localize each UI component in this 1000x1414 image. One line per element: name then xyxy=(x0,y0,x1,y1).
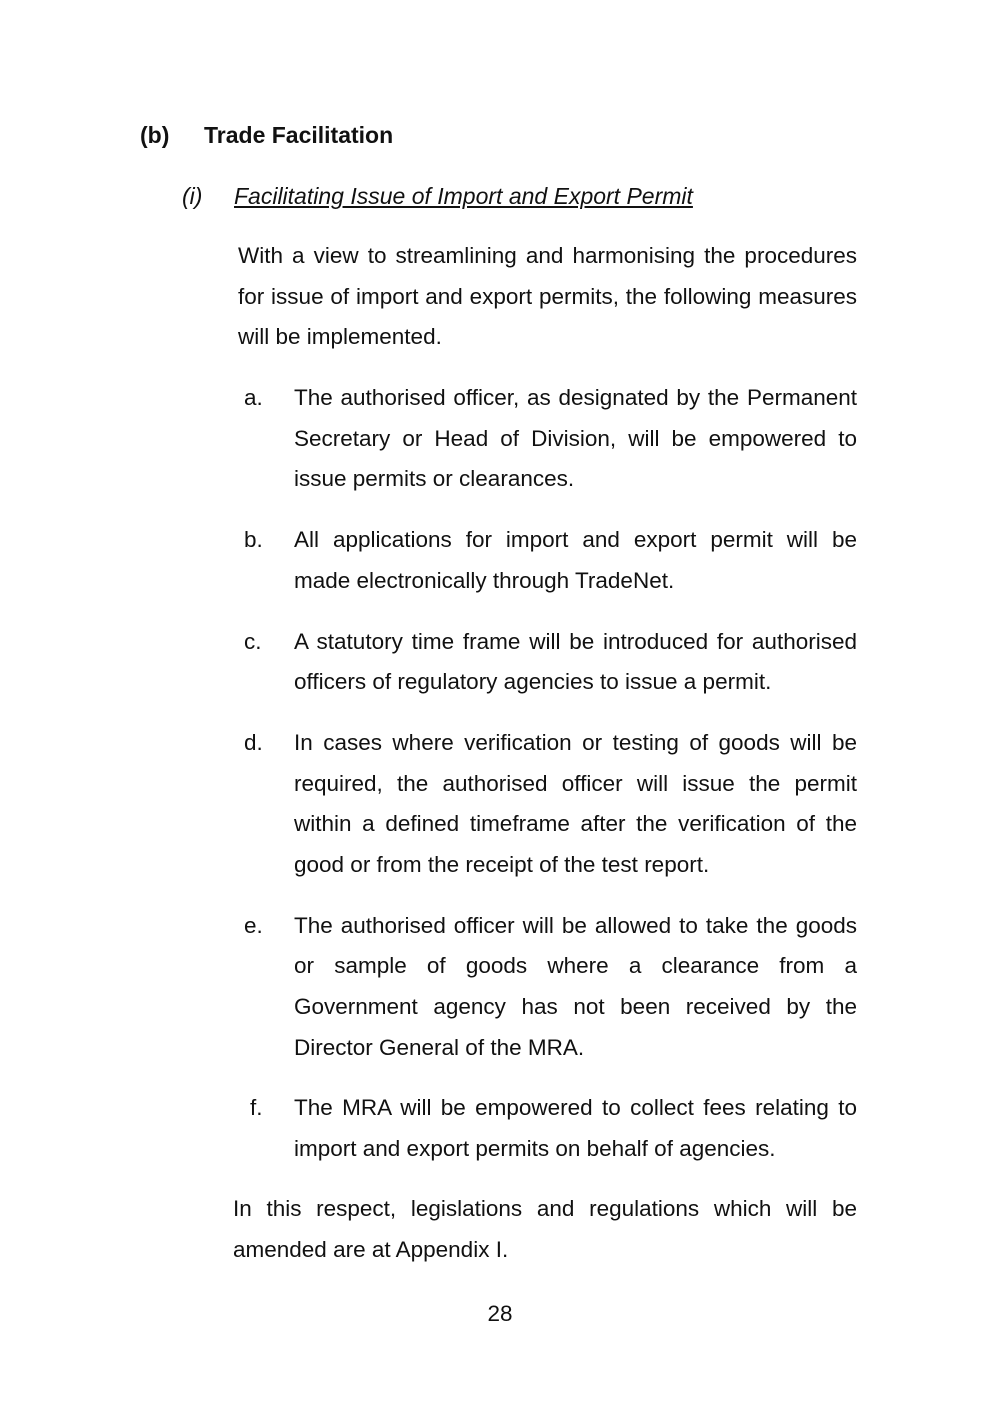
list-item-text: A statutory time frame will be introduced for authorised officers of regulatory agencies to issue a permit. xyxy=(294,628,857,695)
list-item-text: The authorised officer will be allowed to take the goods or sample of goods where a clearance from a Government agency has not been received by the Director General of the MRA. xyxy=(294,912,857,1060)
list-item xyxy=(238,520,857,601)
subsection-title: Facilitating Issue of Import and Export Permit xyxy=(234,183,693,209)
subsection-heading xyxy=(182,181,693,211)
closing-paragraph: In this respect, legislations and regulations which will be amended are at Appendix I. xyxy=(233,1196,857,1262)
list-item xyxy=(238,906,857,1068)
list-marker: d. xyxy=(244,730,263,756)
page-number: 28 xyxy=(487,1301,513,1326)
list-item-text: The MRA will be empowered to collect fees relating to import and export permits on behalf of agencies. xyxy=(294,1095,857,1161)
list-marker: e. xyxy=(244,912,263,938)
subsection-number: (i) xyxy=(182,183,203,209)
list-item xyxy=(238,378,857,500)
section-heading xyxy=(140,120,393,150)
intro-paragraph: With a view to streamlining and harmonising the procedures for issue of import and export permits, the following measures will be implemented. xyxy=(238,243,857,350)
list-item-text: All applications for import and export permit will be made electronically through TradeNet. xyxy=(294,527,857,593)
list-item xyxy=(238,723,857,885)
list-item-text: In cases where verification or testing of goods will be required, the authorised officer will issue the permit within a defined timeframe after the verification of the good or from the receipt of the test report. xyxy=(294,730,857,877)
list-marker: c. xyxy=(244,628,262,654)
list-item xyxy=(238,1088,857,1169)
list-marker: f. xyxy=(250,1095,263,1121)
list-item-text: The authorised officer, as designated by the Permanent Secretary or Head of Division, will be empowered to issue permits or clearances. xyxy=(294,385,857,492)
list-marker: a. xyxy=(244,385,263,410)
section-title: Trade Facilitation xyxy=(204,122,394,148)
section-number: (b) xyxy=(140,122,170,148)
list-item xyxy=(238,622,857,703)
measures-list xyxy=(238,378,857,1190)
list-marker: b. xyxy=(244,527,263,553)
